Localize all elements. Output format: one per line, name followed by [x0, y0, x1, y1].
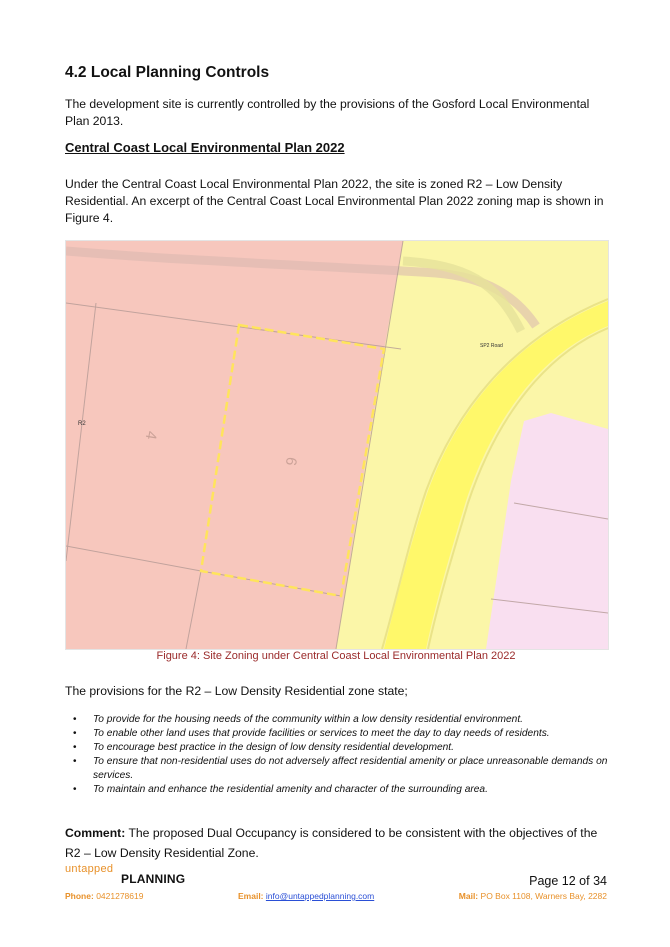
- lep-paragraph: Under the Central Coast Local Environmental Plan 2022, the site is zoned R2 – Low Density Residential. An excerpt of the Central Coast Local Environmental Plan 2022 zoning map is shown in Figure 4.: [65, 177, 604, 225]
- bullet-glyph: •: [73, 783, 77, 795]
- objective-text: To encourage best practice in the design of low density residential development.: [93, 742, 454, 753]
- page-number: Page 12 of 34: [529, 874, 607, 888]
- objective-text: To maintain and enhance the residential amenity and character of the surrounding area.: [93, 783, 488, 795]
- phone-value: 0421278619: [96, 891, 144, 901]
- bullet-glyph: •: [73, 728, 77, 739]
- bullet-glyph: •: [73, 756, 77, 767]
- objective-item: [65, 755, 610, 782]
- intro-paragraph: The development site is currently controlled by the provisions of the Gosford Local Environmental Plan 2013.: [65, 97, 590, 128]
- logo-top-text: untapped: [65, 863, 114, 875]
- provisions-intro: The provisions for the R2 – Low Density Residential zone state;: [65, 684, 408, 698]
- footer-mail: [459, 891, 607, 901]
- objective-text: To ensure that non-residential uses do not adversely affect residential amenity or place unreasonable demands on services.: [93, 756, 608, 781]
- footer-email: [238, 891, 374, 901]
- footer-phone: [65, 891, 143, 901]
- bullet-glyph: •: [73, 742, 77, 753]
- objective-item: [65, 713, 610, 727]
- mail-value: PO Box 1108, Warners Bay, 2282: [480, 891, 607, 901]
- objective-item: [65, 783, 610, 797]
- logo-bottom-text: PLANNING: [121, 872, 186, 886]
- section-title: 4.2 Local Planning Controls: [65, 64, 270, 81]
- zoning-map-svg: [66, 241, 608, 649]
- zone-label: R2: [78, 421, 86, 427]
- objective-item: [65, 727, 610, 741]
- objective-item: [65, 741, 610, 755]
- email-label: Email:: [238, 891, 264, 901]
- objective-text: To provide for the housing needs of the community within a low density residential environment.: [93, 714, 523, 725]
- figure-caption: Figure 4: Site Zoning under Central Coast Local Environmental Plan 2022: [156, 650, 516, 662]
- zoning-map: [65, 240, 609, 650]
- bullet-glyph: •: [73, 714, 77, 725]
- lot-number-left: 4: [141, 429, 160, 441]
- mail-label: Mail:: [458, 891, 479, 901]
- email-link[interactable]: info@untappedplanning.com: [265, 891, 375, 901]
- phone-label: Phone:: [65, 891, 94, 901]
- subheading: Central Coast Local Environmental Plan 2022: [65, 140, 345, 155]
- comment-text: The proposed Dual Occupancy is considered to be consistent with the objectives of the R2 – Low Density Residential Zone.: [65, 826, 598, 860]
- comment-label: Comment:: [65, 826, 126, 840]
- lot-number-right: 6: [281, 455, 300, 467]
- objective-text: To enable other land uses that provide facilities or services to meet the day to day needs of residents.: [93, 728, 550, 739]
- road-label: SP2 Road: [480, 343, 503, 349]
- comment-paragraph: [65, 823, 610, 863]
- company-logo: [65, 863, 185, 886]
- objectives-list: [65, 713, 610, 797]
